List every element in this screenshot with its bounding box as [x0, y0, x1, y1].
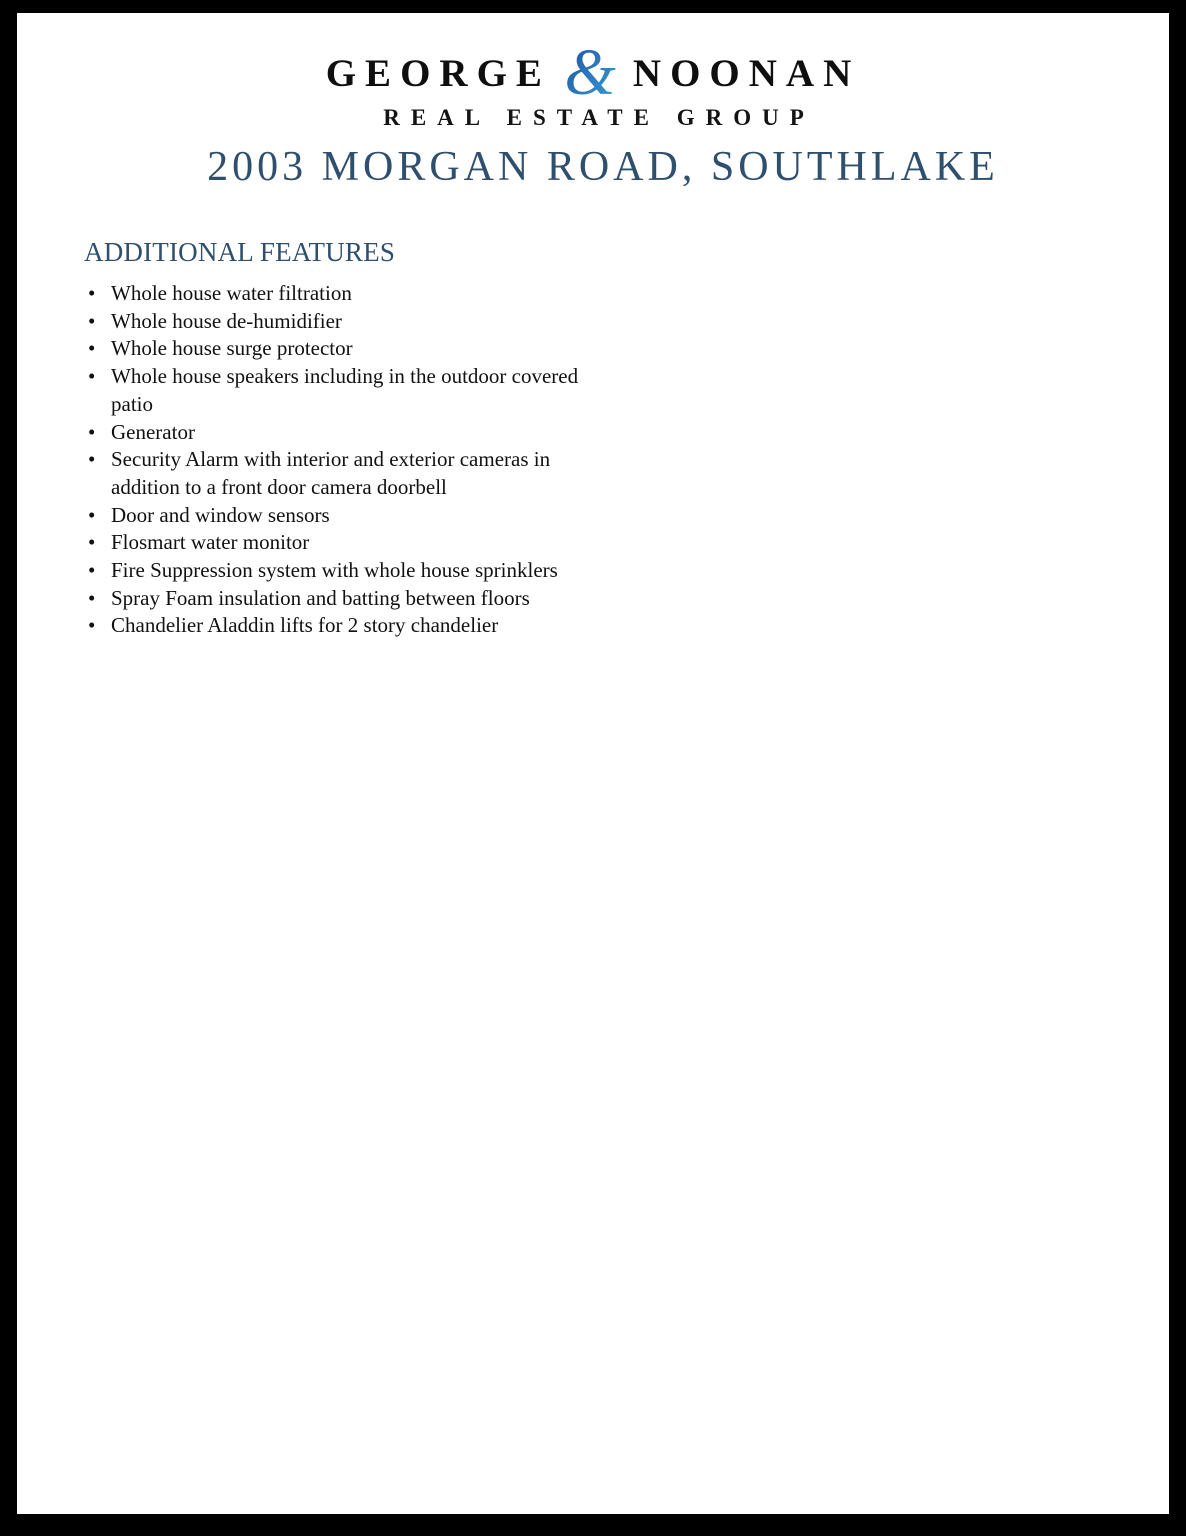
feature-text: Chandelier Aladdin lifts for 2 story chandelier	[111, 613, 499, 638]
feature-text: Spray Foam insulation and batting between floors	[111, 585, 530, 610]
feature-list-item	[88, 529, 611, 557]
ampersand-icon	[557, 40, 623, 106]
feature-list-item	[88, 308, 611, 336]
feature-text: Security Alarm with interior and exterior cameras in addition to a front door camera doorbell	[111, 447, 551, 499]
feature-text: Whole house speakers including in the outdoor covered patio	[111, 364, 579, 416]
features-list	[84, 280, 611, 640]
property-address: 2003 MORGAN ROAD, SOUTHLAKE	[207, 144, 999, 190]
svg-text:&: &	[564, 40, 616, 106]
feature-text: Whole house de-humidifier	[111, 308, 342, 333]
feature-list-item	[88, 502, 611, 530]
logo-wordmark	[17, 40, 1169, 106]
bullet-icon: •	[88, 281, 96, 305]
bullet-icon: •	[88, 558, 96, 583]
logo-name-right: NOONAN	[632, 51, 861, 95]
feature-text: Flosmart water monitor	[111, 530, 310, 555]
bullet-icon: •	[88, 585, 96, 610]
feature-text: Door and window sensors	[111, 502, 330, 527]
feature-text: Whole house water filtration	[111, 281, 352, 305]
logo-tagline: REAL ESTATE GROUP	[383, 105, 815, 130]
bullet-icon: •	[88, 447, 96, 472]
feature-list-item	[88, 363, 611, 418]
feature-list-item	[88, 335, 611, 363]
bullet-icon: •	[88, 419, 96, 444]
feature-list-item	[88, 446, 611, 501]
bullet-icon: •	[88, 613, 96, 638]
company-logo	[17, 40, 1169, 131]
feature-text: Whole house surge protector	[111, 336, 353, 361]
logo-name-left: GEORGE	[325, 51, 551, 95]
bullet-icon: •	[88, 502, 96, 527]
bullet-icon: •	[88, 530, 96, 555]
feature-list-item	[88, 419, 611, 447]
bullet-icon: •	[88, 336, 96, 361]
feature-list-item	[88, 585, 611, 613]
feature-text: Generator	[111, 419, 195, 444]
feature-text: Fire Suppression system with whole house sprinklers	[111, 558, 558, 583]
bullet-icon: •	[88, 364, 96, 389]
section-title: ADDITIONAL FEATURES	[84, 237, 396, 267]
feature-list-item	[88, 557, 611, 585]
document-page	[17, 13, 1169, 1514]
feature-list-item	[88, 280, 611, 308]
feature-list-item	[88, 612, 611, 640]
bullet-icon: •	[88, 308, 96, 333]
